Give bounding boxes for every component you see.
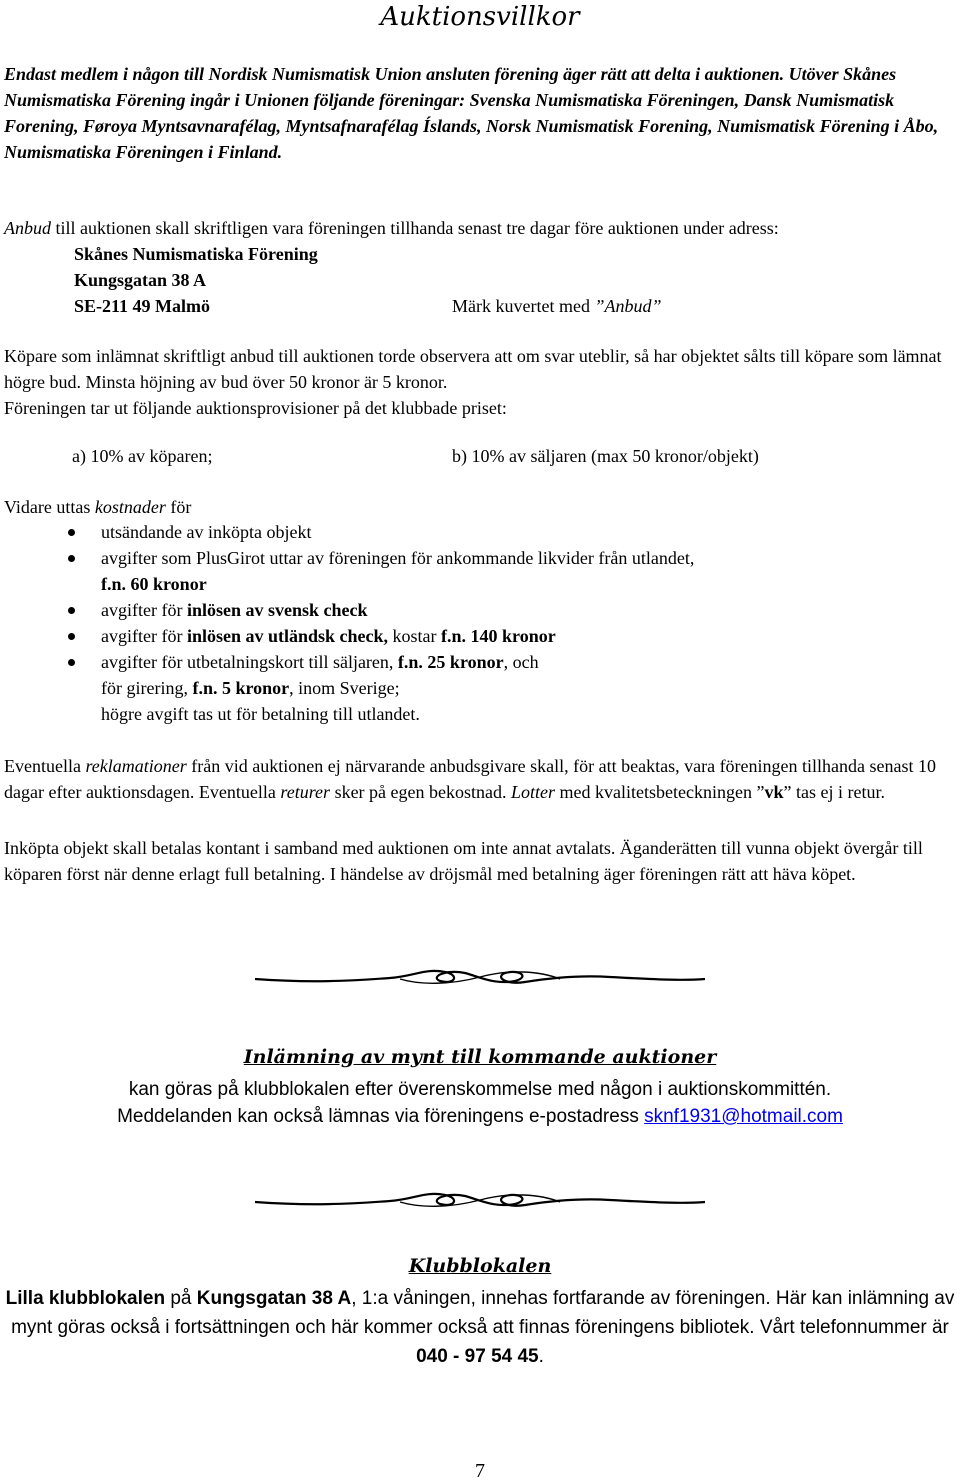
cost-item-text: avgifter som PlusGirot uttar av föreningen för ankommande likvider från utlandet, [101, 548, 695, 568]
claims-italic: reklamationer [85, 756, 187, 776]
submission-heading: Inlämning av mynt till kommande auktioner [243, 1046, 717, 1068]
costs-intro-pre: Vidare uttas [4, 497, 95, 517]
bids-lead-word: Anbud [4, 218, 51, 238]
club-text: . [538, 1346, 544, 1367]
club-phone: 040 - 97 54 45 [416, 1346, 539, 1367]
costs-list [64, 519, 944, 727]
club-text: på [165, 1288, 197, 1309]
club-text: , 1:a våningen, innehas fortfarande av föreningen. Här kan inlämning av mynt göras också i fortsättningen och här kommer också att finnas föreningens bibliotek. Vårt telefonnummer är [11, 1288, 955, 1338]
club-bold: Kungsgatan 38 A [196, 1288, 352, 1309]
cost-item-text: avgifter för [101, 626, 187, 646]
bullet-icon [68, 529, 75, 536]
submission-line-2 [0, 1103, 960, 1130]
cost-item-bold: inlösen av svensk check [186, 600, 368, 620]
page-number: 7 [475, 1460, 485, 1482]
costs-intro-post: för [165, 497, 192, 517]
cost-item-amount: f.n. 60 kronor [101, 574, 207, 594]
costs-intro-italic: kostnader [94, 497, 166, 517]
page-title: Auktionsvillkor [380, 2, 580, 32]
claims-text: sker på egen bekostnad. [330, 782, 512, 802]
list-item [64, 545, 944, 597]
submission-line-2-text: Meddelanden kan också lämnas via föreningens e-postadress [117, 1106, 645, 1127]
buyers-paragraph: Köpare som inlämnat skriftligt anbud till auktionen torde observera att om svar uteblir, så har objektet sålts till köpare som lämnat högre bud. Minsta höjning av bud över 50 kronor är 5 kronor. [4, 346, 942, 392]
bullet-icon [68, 633, 75, 640]
claims-italic: returer [280, 782, 331, 802]
cost-item-text: utsändande av inköpta objekt [101, 522, 312, 542]
cost-item-amount: f.n. 140 kronor [441, 626, 556, 646]
cost-item-text: avgifter för [101, 600, 187, 620]
club-paragraph [4, 1284, 956, 1371]
claims-text: från vid auktionen ej närvarande anbudsgivare skall, för att beaktas, vara föreningen tillhanda senast 10 dagar efter auktionsdagen. Eventuella [4, 756, 937, 802]
cost-item-amount: f.n. 5 kronor [192, 678, 290, 698]
claims-paragraph [4, 753, 956, 805]
commission-seller: b) 10% av säljaren (max 50 kronor/objekt) [452, 446, 759, 466]
claims-text: ” tas ej i retur. [783, 782, 885, 802]
cost-item-bold: inlösen av utländsk check, [186, 626, 389, 646]
club-heading: Klubblokalen [408, 1255, 552, 1277]
cost-item-text: högre avgift tas ut för betalning till utlandet. [101, 704, 420, 724]
bids-text: till auktionen skall skriftligen vara föreningen tillhanda senast tre dagar före auktionen under adress: [51, 218, 779, 238]
envelope-mark-note [452, 293, 661, 319]
submission-line-1: kan göras på klubblokalen efter överenskommelse med någon i auktionskommittén. [128, 1079, 832, 1100]
bullet-icon [68, 555, 75, 562]
membership-paragraph: Endast medlem i någon till Nordisk Numismatisk Union ansluten förening äger rätt att delta i auktionen. Utöver Skånes Numismatiska Förening ingår i Unionen följande föreningar: Svenska Numismatiska Föreningen, Dansk Numismatisk Forening, Føroya Myntsavnarafélag, Myntsafnarafélag Íslands, Norsk Numismatisk Forening, Numismatisk Förening i Åbo, Numismatiska Föreningen i Finland. [4, 64, 939, 162]
club-bold: Lilla klubblokalen [5, 1288, 166, 1309]
costs-intro [4, 494, 956, 520]
address-name: Skånes Numismatiska Förening [74, 244, 318, 264]
bullet-icon [68, 607, 75, 614]
cost-item-text: för girering, [101, 678, 193, 698]
list-item [64, 623, 944, 649]
bids-paragraph [4, 215, 956, 241]
commission-intro: Föreningen tar ut följande auktionsprovisioner på det klubbade priset: [4, 398, 507, 418]
cost-item-amount: f.n. 25 kronor [397, 652, 504, 672]
cost-item-text: kostar [388, 626, 442, 646]
bullet-icon [68, 659, 75, 666]
email-link[interactable]: sknf1931@hotmail.com [644, 1106, 843, 1127]
claims-text: med kvalitetsbeteckningen ” [555, 782, 765, 802]
claims-bold: vk [764, 782, 784, 802]
list-item [64, 649, 944, 727]
cost-item-text: , inom Sverige; [289, 678, 400, 698]
commission-buyer: a) 10% av köparen; [72, 446, 213, 466]
payment-paragraph: Inköpta objekt skall betalas kontant i samband med auktionen om inte annat avtalats. Äganderätten till vunna objekt övergår till köparen först när denne erlagt full betalning. I händelse av dröjsmål med betalning äger föreningen rätt att häva köpet. [4, 838, 923, 884]
list-item [64, 597, 944, 623]
cost-item-text: , och [503, 652, 539, 672]
claims-italic: Lotter [511, 782, 556, 802]
cost-item-text: avgifter för utbetalningskort till säljaren, [101, 652, 398, 672]
envelope-mark-text: Märk kuvertet med [452, 296, 595, 316]
address-city: SE-211 49 Malmö [74, 296, 211, 316]
address-street: Kungsgatan 38 A [74, 270, 207, 290]
divider-ornament-icon [250, 963, 710, 991]
envelope-mark-word: ”Anbud” [594, 296, 662, 316]
claims-text: Eventuella [4, 756, 86, 776]
divider-ornament-icon [250, 1186, 710, 1214]
list-item [64, 519, 944, 545]
